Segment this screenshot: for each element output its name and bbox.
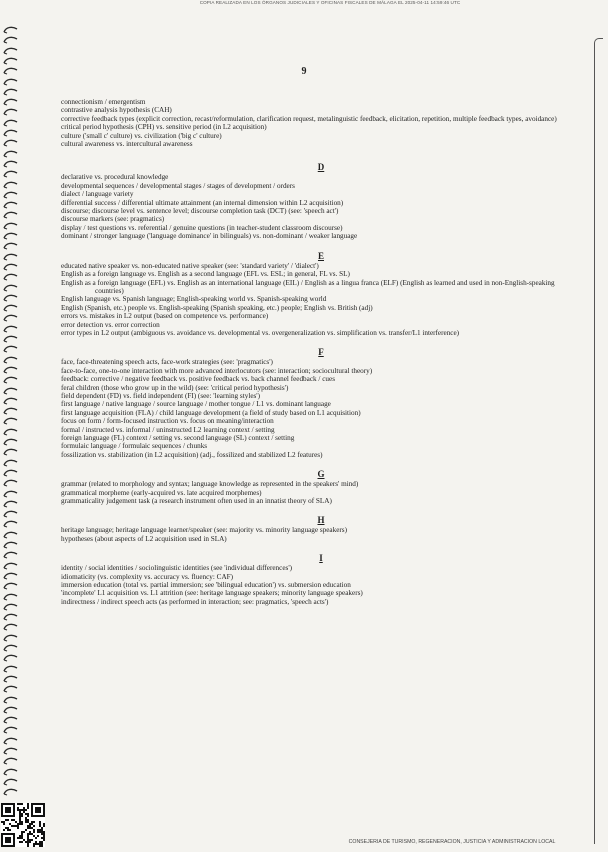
binding-ring-icon <box>3 685 18 693</box>
glossary-entry: educated native speaker vs. non-educated native speaker (see: 'standard variety' / 'dialect') <box>61 261 319 270</box>
glossary-entry: differential success / differential ultimate attainment (an internal dimension within L2 acquisition) <box>61 198 344 207</box>
binding-ring-icon <box>3 654 18 662</box>
binding-ring-icon <box>3 479 18 487</box>
glossary-section-e <box>61 251 581 338</box>
section-heading: F <box>318 347 324 358</box>
glossary-entry: culture ('small c' culture) vs. civilization ('big c' culture) <box>61 131 222 140</box>
binding-ring-icon <box>3 623 18 631</box>
binding-ring-icon <box>3 593 18 601</box>
binding-ring-icon <box>3 294 18 302</box>
glossary-entry: face-to-face, one-to-one interaction with more advanced interlocutors (see: interaction; sociocultural theory) <box>61 366 373 375</box>
binding-ring-icon <box>3 129 18 137</box>
glossary-entry: immersion education (total vs. partial immersion; see 'bilingual education') vs. submersion education <box>61 581 351 590</box>
glossary-entry: error detection vs. error correction <box>61 320 160 329</box>
binding-ring-icon <box>3 47 18 55</box>
binding-ring-icon <box>3 768 18 776</box>
glossary-section-c <box>61 98 581 148</box>
binding-ring-icon <box>3 448 18 456</box>
glossary-entry: developmental sequences / developmental stages / stages of development / orders <box>61 181 295 190</box>
binding-ring-icon <box>3 757 18 765</box>
binding-ring-icon <box>3 325 18 333</box>
binding-ring-icon <box>3 119 18 127</box>
glossary-entry: feral children (those who grow up in the wild) (see: 'critical period hypothesis') <box>61 383 289 392</box>
glossary-entry: grammatical morpheme (early-acquired vs. late acquired morphemes) <box>61 488 262 497</box>
binding-ring-icon <box>3 98 18 106</box>
glossary-entry: first language acquisition (FLA) / child language development (a field of study based on L1 acquisition) <box>61 408 361 417</box>
binding-ring-icon <box>3 520 18 528</box>
glossary-entry: dominant / stronger language ('language dominance' in bilinguals) vs. non-dominant / weaker language <box>61 232 358 241</box>
binding-ring-icon <box>3 26 18 34</box>
glossary-section-i <box>61 553 581 606</box>
binding-ring-icon <box>3 778 18 786</box>
binding-ring-icon <box>3 345 18 353</box>
binding-ring-icon <box>3 407 18 415</box>
binding-ring-icon <box>3 253 18 261</box>
binding-ring-icon <box>3 36 18 44</box>
binding-ring-icon <box>3 181 18 189</box>
glossary-entry: fossilization vs. stabilization (in L2 acquisition) (adj., fossilized and stabilized L2 features) <box>61 450 323 459</box>
binding-ring-icon <box>3 603 18 611</box>
binding-ring-icon <box>3 191 18 199</box>
glossary-entry: English as a foreign language (EFL) vs. English as an international language (EIL) / English as a lingua franca (ELF) (English as learned and used in non-English-speaking countries) <box>61 278 555 295</box>
glossary-entry: discourse; discourse level vs. sentence level; discourse completion task (DCT) (see: 'speech act') <box>61 207 339 216</box>
qr-code-icon <box>1 803 45 847</box>
binding-ring-icon <box>3 232 18 240</box>
glossary-entry: formulaic language / formulaic sequences / chunks <box>61 442 208 451</box>
binding-ring-icon <box>3 242 18 250</box>
binding-ring-icon <box>3 108 18 116</box>
glossary-entry: dialect / language variety <box>61 190 134 199</box>
section-heading: H <box>317 515 325 526</box>
binding-ring-icon <box>3 510 18 518</box>
binding-ring-icon <box>3 490 18 498</box>
glossary-entry: 'incomplete' L1 acquisition vs. L1 attrition (see: heritage language speakers; minority language speakers) <box>61 589 363 598</box>
binding-ring-icon <box>3 644 18 652</box>
binding-ring-icon <box>3 170 18 178</box>
section-heading: D <box>317 162 325 173</box>
glossary-entry: identity / social identities / sociolinguistic identities (see 'individual differences') <box>61 564 293 573</box>
binding-ring-icon <box>3 150 18 158</box>
binding-ring-icon <box>3 469 18 477</box>
glossary-entry: corrective feedback types (explicit correction, recast/reformulation, clarification request, metalinguistic feedback, elicitation, repetition, multiple feedback types, avoidance) <box>61 114 557 123</box>
binding-ring-icon <box>3 747 18 755</box>
glossary-entry: formal / instructed vs. informal / uninstructed L2 learning context / setting <box>61 425 275 434</box>
binding-ring-icon <box>3 57 18 65</box>
glossary-section-g <box>61 469 581 505</box>
binding-ring-icon <box>3 139 18 147</box>
glossary-entry: English as a foreign language vs. English as a second language (EFL vs. ESL; in general, FL vs. SL) <box>61 270 350 279</box>
glossary-entry: grammar (related to morphology and syntax; language knowledge as represented in the speakers' mind) <box>61 480 359 489</box>
glossary-entry: English (Spanish, etc.) people vs. English-speaking (Spanish speaking, etc.) people; English vs. British (adj) <box>61 303 373 312</box>
page-number: 9 <box>301 66 307 77</box>
glossary-entry: idiomaticity (vs. complexity vs. accuracy vs. fluency: CAF) <box>61 572 234 581</box>
glossary-entry: field dependent (FD) vs. field independent (FI) (see: 'learning styles') <box>61 391 260 400</box>
binding-ring-icon <box>3 314 18 322</box>
binding-ring-icon <box>3 551 18 559</box>
section-heading: G <box>317 469 325 480</box>
binding-ring-icon <box>3 500 18 508</box>
qr-code-graphic <box>1 803 45 847</box>
binding-ring-icon <box>3 726 18 734</box>
glossary-entry: grammaticality judgement task (a research instrument often used in an innatist theory of SLA) <box>61 497 332 506</box>
binding-ring-icon <box>3 284 18 292</box>
glossary-entry: focus on form / form-focused instruction vs. focus on meaning/interaction <box>61 417 274 426</box>
glossary-entry: connectionism / emergentism <box>61 98 146 106</box>
glossary-entry: discourse markers (see: pragmatics) <box>61 215 165 224</box>
binding-ring-icon <box>3 201 18 209</box>
binding-ring-icon <box>3 78 18 86</box>
binding-ring-icon <box>3 572 18 580</box>
glossary-section-d <box>61 162 581 240</box>
glossary-entry: face, face-threatening speech acts, face-work strategies (see: 'pragmatics') <box>61 358 273 367</box>
binding-ring-icon <box>3 459 18 467</box>
binding-ring-icon <box>3 397 18 405</box>
glossary-entry: display / test questions vs. referential / genuine questions (in teacher-student classroom discourse) <box>61 223 343 232</box>
binding-ring-icon <box>3 160 18 168</box>
footer-stamp: CONSEJERIA DE TURISMO, REGENERACION, JUSTICIA Y ADMINISTRACION LOCAL <box>348 839 556 845</box>
glossary-entry: foreign language (FL) context / setting vs. second language (SL) context / setting <box>61 434 295 442</box>
binding-ring-icon <box>3 376 18 384</box>
glossary-entry: indirectness / indirect speech acts (as performed in interaction; see: pragmatics, 'speech acts') <box>61 597 329 606</box>
section-heading: I <box>319 553 323 564</box>
glossary-entry: heritage language; heritage language learner/speaker (see: majority vs. minority language speakers) <box>61 526 347 535</box>
binding-ring-icon <box>3 356 18 364</box>
glossary-entry: hypotheses (about aspects of L2 acquisition used in SLA) <box>61 534 227 543</box>
binding-ring-icon <box>3 387 18 395</box>
page-edge <box>594 38 603 844</box>
binding-ring-icon <box>3 634 18 642</box>
binding-ring-icon <box>3 438 18 446</box>
binding-ring-icon <box>3 675 18 683</box>
binding-ring-icon <box>3 788 18 796</box>
glossary-entry: first language / native language / source language / mother tongue / L1 vs. dominant language <box>61 400 331 409</box>
glossary-section-f <box>61 347 581 459</box>
binding-ring-icon <box>3 531 18 539</box>
glossary-content <box>61 98 581 606</box>
binding-ring-icon <box>3 716 18 724</box>
binding-ring-icon <box>3 88 18 96</box>
glossary-entry: errors vs. mistakes in L2 output (based on competence vs. performance) <box>61 312 269 321</box>
binding-ring-icon <box>3 665 18 673</box>
glossary-entry: declarative vs. procedural knowledge <box>61 173 169 182</box>
binding-ring-icon <box>3 304 18 312</box>
binding-ring-icon <box>3 737 18 745</box>
binding-ring-icon <box>3 222 18 230</box>
binding-ring-icon <box>3 706 18 714</box>
binding-ring-icon <box>3 582 18 590</box>
glossary-entry: feedback: corrective / negative feedback vs. positive feedback vs. back channel feedback / cues <box>61 375 335 384</box>
spiral-binding <box>0 26 22 796</box>
binding-ring-icon <box>3 541 18 549</box>
glossary-section-h <box>61 515 581 543</box>
header-stamp: COPIA REALIZADA EN LOS ÓRGANOS JUDICIALES Y OFICINAS FISCALES DE MÁLAGA EL 2025-04-11 14:59:46 UTC <box>199 0 461 5</box>
glossary-entry: cultural awareness vs. intercultural awareness <box>61 140 193 149</box>
binding-ring-icon <box>3 428 18 436</box>
binding-ring-icon <box>3 562 18 570</box>
binding-ring-icon <box>3 273 18 281</box>
binding-ring-icon <box>3 696 18 704</box>
binding-ring-icon <box>3 263 18 271</box>
binding-ring-icon <box>3 335 18 343</box>
glossary-entry: contrastive analysis hypothesis (CAH) <box>61 106 172 115</box>
binding-ring-icon <box>3 211 18 219</box>
binding-ring-icon <box>3 417 18 425</box>
glossary-entry: English language vs. Spanish language; English-speaking world vs. Spanish-speaking world <box>61 295 327 304</box>
binding-ring-icon <box>3 366 18 374</box>
section-heading: E <box>317 250 324 261</box>
glossary-entry: critical period hypothesis (CPH) vs. sensitive period (in L2 acquisition) <box>61 123 267 132</box>
binding-ring-icon <box>3 613 18 621</box>
glossary-entry: error types in L2 output (ambiguous vs. avoidance vs. developmental vs. overgeneralization vs. simplification vs. transfer/L1 interference) <box>61 328 460 337</box>
